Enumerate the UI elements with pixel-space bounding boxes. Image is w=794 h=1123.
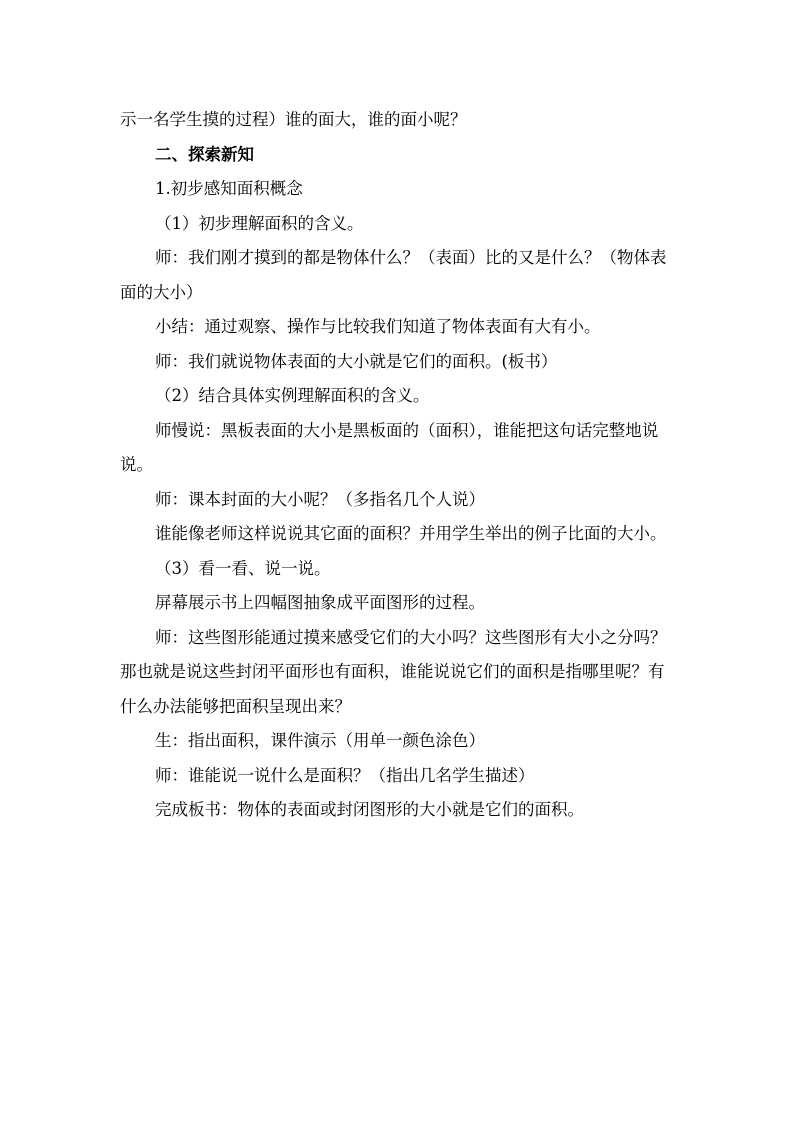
step-heading: （2）结合具体实例理解面积的含义。 [155, 386, 430, 405]
section-heading: 二、探索新知 [155, 144, 254, 164]
teacher-question-paragraph: 师：谁能说一说什么是面积？（指出几名学生描述） [155, 765, 535, 785]
paragraph-continuation: 示一名学生摸的过程）谁的面大，谁的面小呢？ [120, 110, 467, 129]
teacher-statement-paragraph: 师：我们就说物体表面的大小就是它们的面积。(板书） [155, 351, 558, 371]
student-activity-paragraph: 谁能像老师这样说说其它面的面积？并用学生举出的例子比面的大小。 [155, 524, 667, 543]
step-heading: （1）初步理解面积的含义。 [155, 213, 364, 233]
student-response-paragraph: 生：指出面积，课件演示（用单一颜色涂色） [155, 731, 485, 750]
teacher-question-paragraph: 师：我们刚才摸到的都是物体什么？（表面）比的又是什么？（物体表面的大小） [120, 248, 667, 302]
teacher-example-paragraph: 师慢说：黑板表面的大小是黑板面的（面积），谁能把这句话完整地说说。 [120, 420, 659, 474]
step-heading: （3）看一看、说一说。 [155, 558, 331, 578]
teacher-question-paragraph: 师：课本封面的大小呢？（多指名几个人说） [155, 489, 485, 509]
subsection-heading: 1.初步感知面积概念 [155, 179, 303, 198]
teacher-question-paragraph: 师：这些图形能通过摸来感受它们的大小吗？这些图形有大小之分吗？那也就是说这些封闭平面形也有面积，谁能说说它们的面积是指哪里呢？有什么办法能够把面积呈现出来？ [120, 627, 667, 716]
board-writing-paragraph: 完成板书：物体的表面或封闭图形的大小就是它们的面积。 [155, 800, 584, 819]
screen-display-paragraph: 屏幕展示书上四幅图抽象成平面图形的过程。 [155, 593, 485, 612]
summary-paragraph: 小结：通过观察、操作与比较我们知道了物体表面有大有小。 [155, 317, 601, 336]
document-body [120, 103, 676, 828]
